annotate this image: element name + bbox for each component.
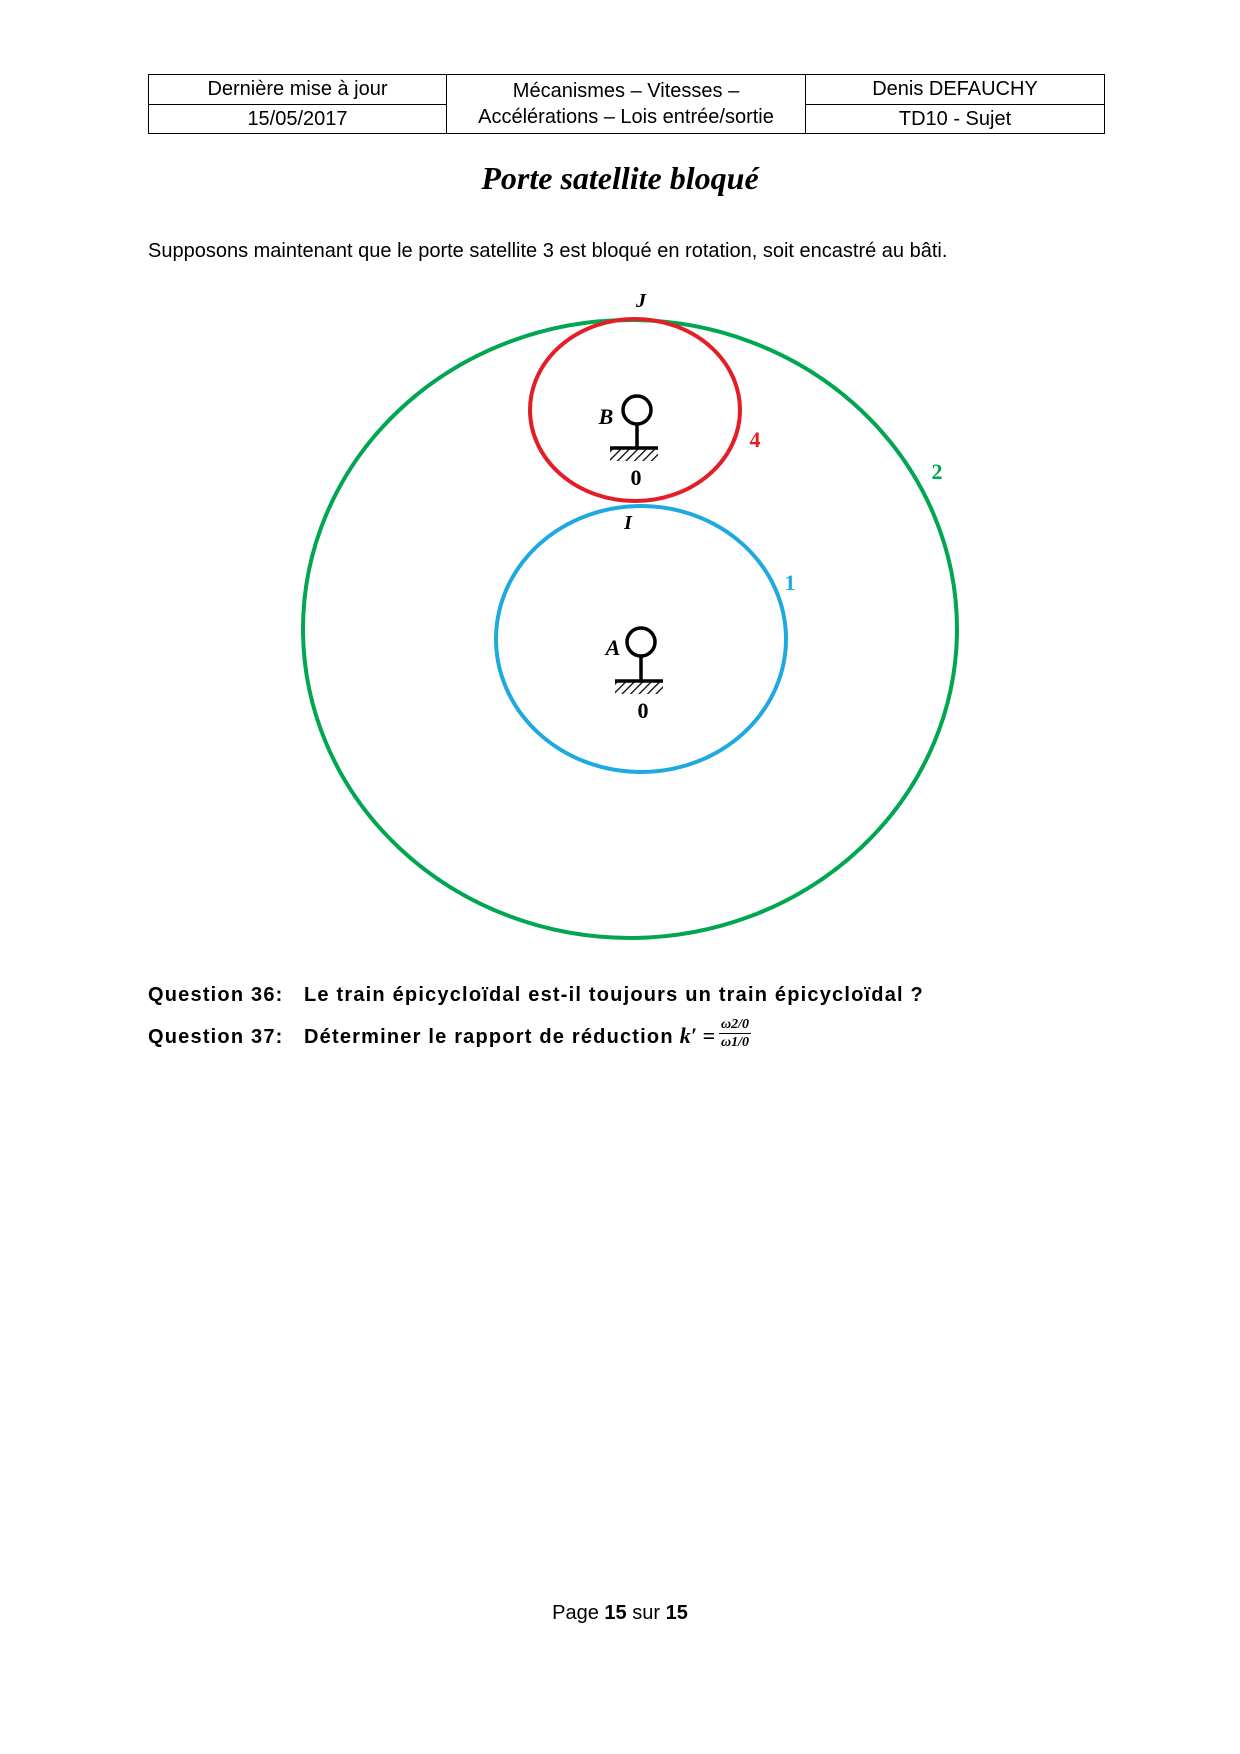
footer-page-total: 15 — [665, 1602, 688, 1624]
label-a: A — [605, 635, 621, 660]
label-b: B — [598, 404, 614, 429]
label-gear-1: 1 — [784, 570, 796, 595]
label-gear-4: 4 — [749, 427, 761, 452]
formula-lhs: k′ = — [679, 1022, 715, 1048]
update-date: 15/05/2017 — [149, 104, 447, 134]
intro-paragraph: Supposons maintenant que le porte satellite 3 est bloqué en rotation, soit encastré au bâti. — [148, 240, 948, 262]
footer-middle: sur — [632, 1602, 661, 1624]
subject-line-2: Accélérations – Lois entrée/sortie — [478, 106, 774, 128]
pivot-a — [615, 628, 663, 694]
question-36-text: Le train épicycloïdal est-il toujours un train épicycloïdal ? — [304, 984, 924, 1006]
question-37 — [148, 1017, 924, 1056]
label-i: I — [624, 512, 632, 534]
question-37-text: Déterminer le rapport de réduction — [304, 1025, 674, 1048]
subject-line-1: Mécanismes – Vitesses – — [512, 80, 740, 102]
pivot-b — [610, 396, 658, 461]
page-footer — [0, 1602, 1240, 1625]
label-ground-b: 0 — [630, 465, 642, 490]
question-36 — [148, 984, 924, 1020]
document-id: TD10 - Sujet — [806, 104, 1105, 134]
ground-hatch-b — [610, 449, 658, 461]
author: Denis DEFAUCHY — [806, 75, 1105, 105]
questions-block — [148, 984, 924, 1056]
question-37-number: Question 37: — [148, 1025, 284, 1048]
label-ground-a: 0 — [637, 698, 649, 723]
section-title: Porte satellite bloqué — [481, 160, 759, 196]
last-update-label: Dernière mise à jour — [149, 75, 447, 105]
label-gear-2: 2 — [931, 459, 943, 484]
ground-hatch-a — [615, 682, 663, 694]
label-j: J — [636, 290, 646, 312]
formula-fraction — [719, 1016, 751, 1051]
footer-page-number: 15 — [604, 1602, 627, 1624]
question-36-number: Question 36: — [148, 984, 284, 1006]
formula-denominator: ω1/0 — [721, 1035, 750, 1050]
formula-numerator: ω2/0 — [721, 1017, 750, 1032]
footer-prefix: Page — [552, 1602, 599, 1624]
